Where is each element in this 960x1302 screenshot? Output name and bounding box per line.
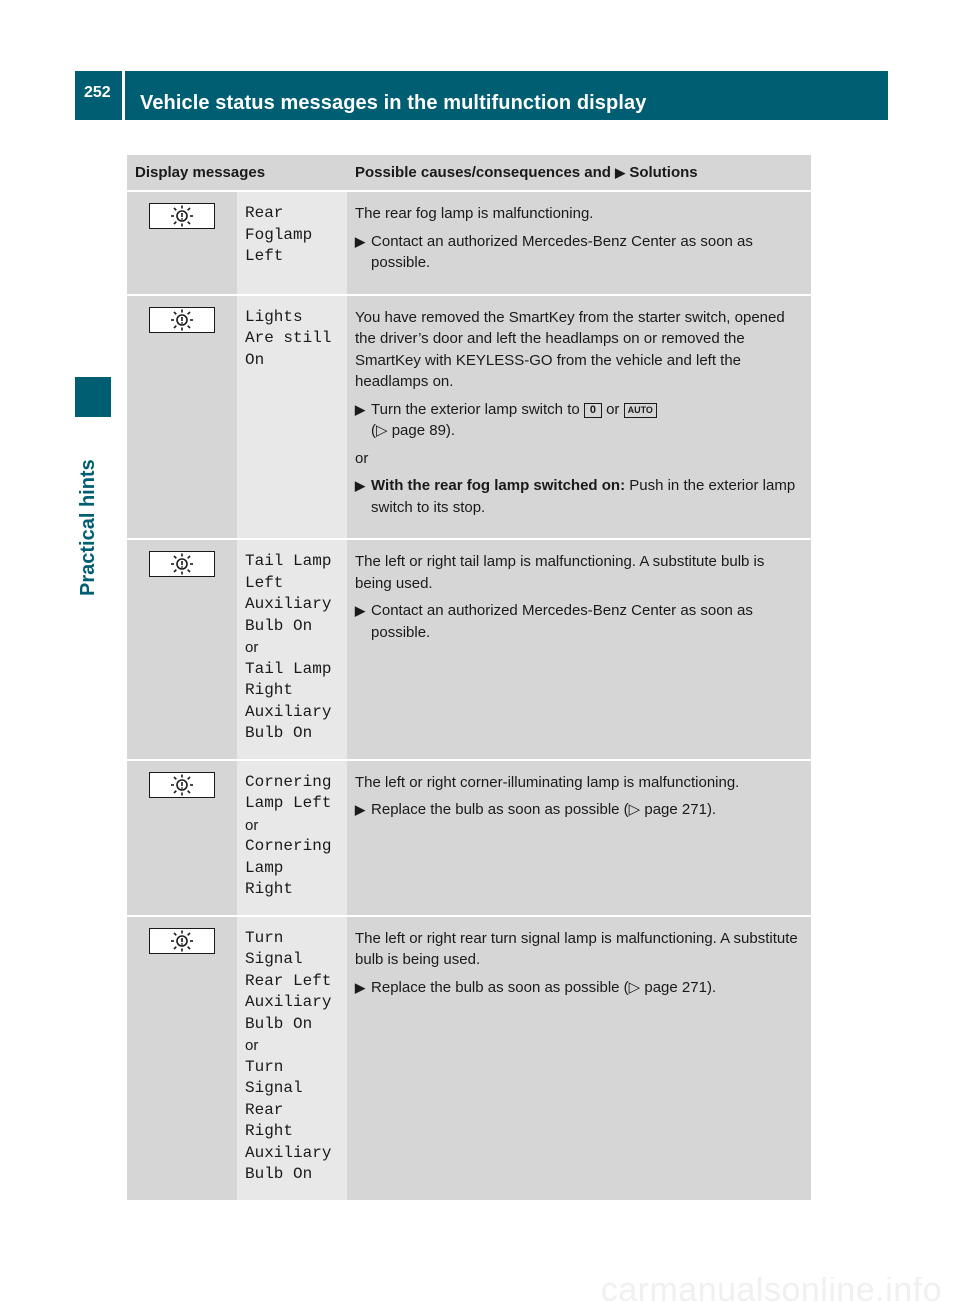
page-number: 252	[75, 71, 125, 120]
table-header-row	[127, 155, 811, 191]
watermark	[0, 1277, 960, 1302]
solution-step: ▶ Turn the exterior lamp switch to 0 or AUTO (▷ page 89).	[355, 399, 803, 442]
page-header	[75, 71, 888, 120]
col-header-solutions: Possible causes/consequences and ▶ Solutions	[347, 155, 811, 191]
bulb-failure-icon	[149, 551, 215, 577]
arrow-right-icon: ▶	[355, 979, 366, 995]
page-title: Vehicle status messages in the multifunction display	[140, 92, 647, 114]
status-message-table	[127, 155, 811, 1202]
table-row	[127, 295, 811, 540]
table-row	[127, 191, 811, 295]
display-message: Rear Foglamp Left	[237, 191, 347, 295]
bulb-failure-icon	[149, 772, 215, 798]
solution-cell: The rear fog lamp is malfunctioning. ▶ Contact an authorized Mercedes-Benz Center as soon as possible.	[347, 191, 811, 295]
display-message: Lights Are still On	[237, 295, 347, 540]
lamp-switch-auto-icon: AUTO	[624, 403, 657, 418]
arrow-right-icon: ▶	[355, 401, 366, 417]
bulb-failure-icon	[149, 928, 215, 954]
arrow-right-icon: ▶	[355, 478, 366, 493]
solution-cell: The left or right tail lamp is malfunctioning. A substitute bulb is being used. ▶ Contact an authorized Mercedes-Benz Center as soon as possible.	[347, 539, 811, 760]
solution-step: ▶ Contact an authorized Mercedes-Benz Center as soon as possible.	[355, 232, 753, 271]
arrow-right-icon: ▶	[355, 233, 366, 249]
display-message: Turn Signal Rear Left Auxiliary Bulb On or Turn Signal Rear Right Auxiliary Bulb On	[237, 916, 347, 1201]
arrow-right-icon: ▶	[355, 802, 366, 817]
solution-step: ▶ With the rear fog lamp switched on: Push in the exterior lamp switch to its stop.	[355, 477, 796, 516]
solution-step: ▶ Replace the bulb as soon as possible (▷ page 271).	[355, 977, 803, 999]
section-label: Practical hints	[77, 459, 99, 596]
solution-step: ▶ Replace the bulb as soon as possible (▷ page 271).	[355, 799, 803, 821]
solution-cell: You have removed the SmartKey from the starter switch, opened the driver’s door and left the headlamps on or removed the SmartKey with KEYLESS-GO from the vehicle and left the headlamps on. ▶ Turn the exterior lamp switch to 0 or AUTO (▷ page 89). or ▶ With the rear fog lamp switched on: Push in the exterior lamp switch to its stop.	[347, 295, 811, 540]
arrow-right-icon: ▶	[615, 165, 626, 180]
lamp-switch-off-icon: 0	[584, 403, 602, 418]
solution-cell: The left or right rear turn signal lamp is malfunctioning. A substitute bulb is being used. ▶ Replace the bulb as soon as possible (▷ page 271).	[347, 916, 811, 1201]
section-sidebar	[75, 123, 111, 1123]
display-message: Cornering Lamp Left or Cornering Lamp Right	[237, 760, 347, 916]
solution-step: ▶ Contact an authorized Mercedes-Benz Center as soon as possible.	[355, 602, 753, 641]
table-row	[127, 760, 811, 916]
display-message: Tail Lamp Left Auxiliary Bulb On or Tail Lamp Right Auxiliary Bulb On	[237, 539, 347, 760]
col-header-display: Display messages	[127, 155, 347, 191]
solution-cell: The left or right corner-illuminating lamp is malfunctioning. ▶ Replace the bulb as soon as possible (▷ page 271).	[347, 760, 811, 916]
watermark-text: carmanualsonline.info	[600, 1277, 942, 1302]
bulb-failure-icon	[149, 203, 215, 229]
bulb-failure-icon	[149, 307, 215, 333]
table-row	[127, 539, 811, 760]
arrow-right-icon: ▶	[355, 603, 366, 618]
table-row	[127, 916, 811, 1201]
